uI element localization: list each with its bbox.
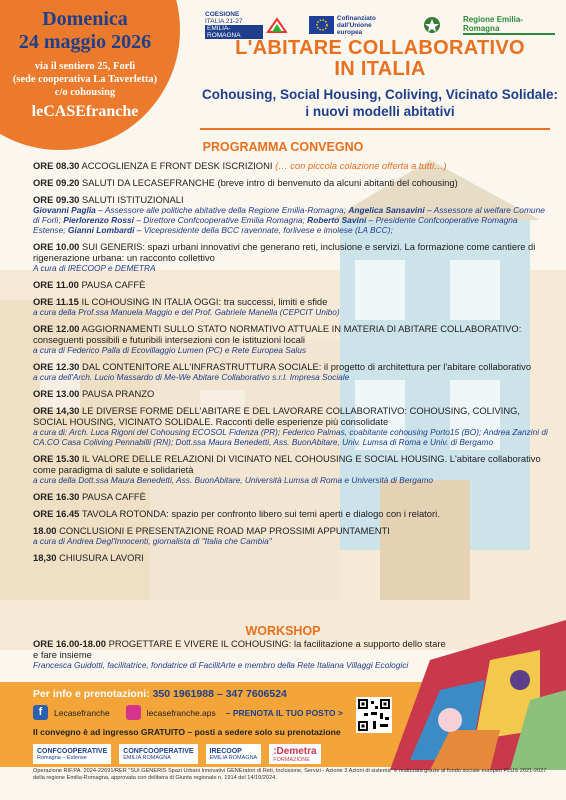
program-time: 18,30 (33, 552, 57, 563)
confcooperative-emilia-romagna-logo (119, 744, 197, 764)
event-title-line-2: IN ITALIA (334, 58, 426, 80)
program-note: (… con piccola colazione offerta a tutti…) (275, 160, 447, 171)
speaker-role: – Assessore alle politiche abitative della Regione Emilia-Romagna; (95, 205, 349, 215)
partner-sub: Romagna – Estense (37, 754, 87, 761)
program-time: 18.00 (33, 525, 57, 536)
program-heading: PROGRAMMA CONVEGNO (202, 140, 364, 154)
event-address-line-2: (sede cooperativa La Taverletta) (12, 74, 158, 85)
speaker-name: Gianni Lombardi (67, 225, 135, 235)
eu-logo-line-1: Cofinanziato (336, 14, 376, 22)
program-time: ORE 09.20 (33, 177, 80, 188)
event-title-line-1: L'ABITARE COLLABORATIVO (235, 37, 525, 59)
demetra-logo (269, 744, 320, 764)
partner-logos (33, 743, 553, 765)
program-item (33, 361, 548, 382)
irecoop-logo (206, 744, 262, 764)
program-text: SALUTI ISTITUZIONALI (79, 194, 184, 205)
event-title-block (200, 38, 560, 120)
program-time: ORE 11.15 (33, 296, 79, 307)
coesione-mark-icon (266, 16, 287, 34)
program-item (33, 508, 548, 519)
partner-sub: FORMAZIONE (273, 756, 310, 763)
facebook-handle[interactable]: Lecasefranche (54, 707, 110, 718)
program-item (33, 453, 548, 485)
program-item (33, 194, 548, 235)
program-text: LE DIVERSE FORME DELL'ABITARE E DEL LAVORARE COLLABORATIVO: COHOUSING, COLIVING, SOCIAL HOUSING, VICINATO SOLIDALE. Racconti delle esperienze più consolidate (33, 405, 520, 427)
program-text: DAL CONTENITORE ALL'INFRASTRUTTURA SOCIALE: il progetto di architettura per l'abitare collaborativo (79, 361, 532, 372)
partner-name: :Demetra (273, 745, 317, 757)
program-item (33, 241, 548, 273)
event-subtitle-line-1: Cohousing, Social Housing, Coliving, Vicinato Solidale: (201, 87, 559, 102)
program-curator: A cura di IRECOOP e DEMETRA (33, 263, 156, 273)
program-curator: a cura di Andrea Degl'Innocenti, giornalista di "Italia che Cambia" (33, 536, 272, 546)
program-time: ORE 09.30 (33, 194, 80, 205)
program-time: ORE 12.00 (33, 323, 80, 334)
coesione-logo-line-3: EMILIA-ROMAGNA (205, 25, 263, 39)
coesione-italia-logo (205, 11, 287, 39)
coesione-logo-line-1: COESIONE (205, 11, 240, 18)
event-day: Domenica (42, 8, 128, 30)
program-text: IL VALORE DELLE RELAZIONI DI VICINATO NEL COHOUSING E SOCIAL HOUSING. L'abitare collaborativo come paradigma di salute e solidarietà (33, 453, 541, 475)
instagram-handle[interactable]: lecasefranche.aps (146, 707, 216, 718)
program-text: CONCLUSIONI E PRESENTAZIONE ROAD MAP PROSSIMI APPUNTAMENTI (56, 525, 390, 536)
italian-republic-emblem-icon (422, 14, 441, 36)
program-item (33, 177, 548, 188)
speaker-name: Angelica Sansavini (348, 205, 425, 215)
partner-name: CONFCOOPERATIVE (37, 747, 108, 755)
reserve-cta[interactable]: – PRENOTA IL TUO POSTO > (225, 707, 343, 718)
program-time: ORE 16.30 (33, 491, 80, 502)
program-item (33, 160, 548, 171)
workshop-curator: Francesca Guidotti, facilitatrice, fondatrice di FacilitArte e membro della Rete Italiana Villaggi Ecologici (33, 660, 409, 670)
institutional-greetings-speakers (33, 205, 548, 235)
free-entry-note (33, 727, 341, 737)
program-list (33, 160, 548, 569)
info-phones[interactable]: 350 1961988 – 347 7606524 (152, 688, 287, 700)
program-item (33, 388, 548, 399)
speaker-role: – Assessore al welfare Comune di Forlì; (33, 205, 545, 225)
program-item (33, 491, 548, 502)
program-text: PAUSA PRANZO (79, 388, 155, 399)
program-text: PAUSA CAFFÈ (78, 279, 146, 290)
info-contacts (33, 688, 287, 700)
facebook-icon[interactable]: f (33, 705, 48, 720)
partner-name: IRECOOP (209, 747, 242, 755)
social-links (33, 705, 373, 720)
program-curator: a cura della Prof.ssa Manuela Maggio e del Prof. Gabriele Manella (CEPCIT Unibo) (33, 307, 340, 317)
sponsor-logos-bar (205, 10, 555, 40)
partner-name: CONFCOOPERATIVE (123, 747, 194, 755)
program-time: ORE 15.30 (33, 453, 80, 464)
region-logo-text: Regione Emilia-Romagna (463, 15, 555, 35)
event-subtitle-line-2: i nuovi modelli abitativi (305, 104, 455, 119)
program-item (33, 323, 548, 355)
program-time: ORE 16.45 (33, 508, 80, 519)
program-text: SUI GENERIS: spazi urbani innovativi che generano reti, inclusione e servizi. La formazione come cantiere di rigenerazione urbana: un racconto collettivo (33, 241, 536, 263)
program-text: AGGIORNAMENTI SULLO STATO NORMATIVO ATTUALE IN MATERIA DI ABITARE COLLABORATIVO: conseguenti possibili e futuribili intersezioni con le istituzioni locali (33, 323, 522, 345)
program-text: IL COHOUSING IN ITALIA OGGI: tra successi, limiti e sfide (78, 296, 328, 307)
program-item (33, 279, 548, 290)
event-address-line-1: via il sentiero 25, Forlì (34, 61, 136, 72)
regione-emilia-romagna-logo (463, 15, 555, 35)
partner-sub: EMILIA ROMAGNA (209, 754, 258, 761)
program-time: ORE 11.00 (33, 279, 79, 290)
info-label: Per info e prenotazioni: (33, 688, 153, 700)
program-curator: a cura di Federico Palla di Ecovillaggio Lumen (PC) e Rete Europea Salus (33, 345, 307, 355)
workshop-time: ORE 16.00-18.00 (33, 638, 106, 649)
free-entry-text: Il convegno è ad ingresso GRATUITO – posti a sedere solo su prenotazione (33, 727, 341, 737)
eu-flag-icon (309, 16, 334, 34)
program-time: ORE 14,30 (33, 405, 80, 416)
speaker-role: – Direttore Confcooperative Emilia Romagna; (134, 215, 308, 225)
instagram-icon[interactable] (126, 705, 141, 720)
partner-sub: EMILIA ROMAGNA (123, 754, 171, 761)
coesione-logo-line-2: ITALIA 21-27 (205, 18, 243, 25)
program-time: ORE 12.30 (33, 361, 80, 372)
event-address-line-3: c/o cohousing (54, 87, 116, 98)
eu-cofinanced-logo (309, 15, 396, 36)
eu-logo-line-2: dall'Unione europea (336, 21, 372, 36)
program-item (33, 296, 548, 317)
workshop-heading: WORKSHOP (245, 624, 321, 638)
workshop-text: PROGETTARE E VIVERE IL COHOUSING: la facilitazione a supporto dello stare e fare insieme (33, 638, 446, 660)
speaker-name: Giovanni Paglia (33, 205, 96, 215)
program-time: ORE 13.00 (33, 388, 80, 399)
program-item (33, 405, 548, 447)
program-item (33, 525, 548, 546)
brand-name: leCASEfranche (31, 103, 139, 120)
title-divider (200, 128, 550, 130)
qr-code[interactable] (356, 697, 392, 733)
speaker-name: Pierlorenzo Rossi (63, 215, 134, 225)
speaker-role: – Presidente Confcooperative Romagna Estense; (33, 215, 518, 235)
speaker-name: Roberto Savini (307, 215, 367, 225)
funding-footer: Operazione RIF.PA. 2024-22691/RER "SUI GENERIS Spazi Urbani Innovativi GENEratori di Reti, Inclusione, Servizi - Azione 3 Azioni di sistema" è realizzata grazie al fondo sociale europeo PLUS 2021-2027 della regione Emilia-Romagna, approvata con delibera di Giunta regionale n. 1914 del 14/10/2024. (33, 768, 547, 781)
program-text: PAUSA CAFFÈ (79, 491, 146, 502)
program-text: SALUTI DA LECASEFRANCHE (breve intro di benvenuto da alcuni abitanti del cohousing) (79, 177, 458, 188)
program-curator: a cura dell'Arch. Lucio Massardo di Me-We Abitare Collaborativo s.r.l. Impresa Sociale (33, 372, 350, 382)
event-date-block (0, 8, 170, 121)
program-time: ORE 10.00 (33, 241, 80, 252)
speaker-role: – Vicepresidente della BCC ravennate, forlivese e imolese (LA BCC); (134, 225, 393, 235)
program-time: ORE 08.30 (33, 160, 80, 171)
program-item (33, 552, 548, 563)
program-text: TAVOLA ROTONDA: spazio per confronto libero sui temi aperti e dialogo con i relatori. (79, 508, 440, 519)
program-text: CHIUSURA LAVORI (56, 552, 144, 563)
qr-code-icon (356, 697, 392, 733)
program-curator: a cura della Dott.ssa Maura Benedetti, Ass. BuonAbitare, Università Lumsa di Roma e Università di Bergamo (33, 475, 433, 485)
confcooperative-romagna-logo (33, 744, 111, 764)
program-text: ACCOGLIENZA E FRONT DESK ISCRIZIONI (79, 160, 276, 171)
program-curator: a cura di: Arch. Luca Rigoni del Cohousing ECOSOL Fidenza (PR); Federico Palmas, coabitante cohousing Porto15 (BO); Andrea Zanzini di CA.CO Casa Coliving Pennabilli (RN); Dott.ssa Maura Benedetti, Ass. BuonAbitare, Univ. Lumsa di Roma e Univ. di Bergamo (33, 427, 548, 447)
event-date: 24 maggio 2026 (18, 31, 152, 53)
